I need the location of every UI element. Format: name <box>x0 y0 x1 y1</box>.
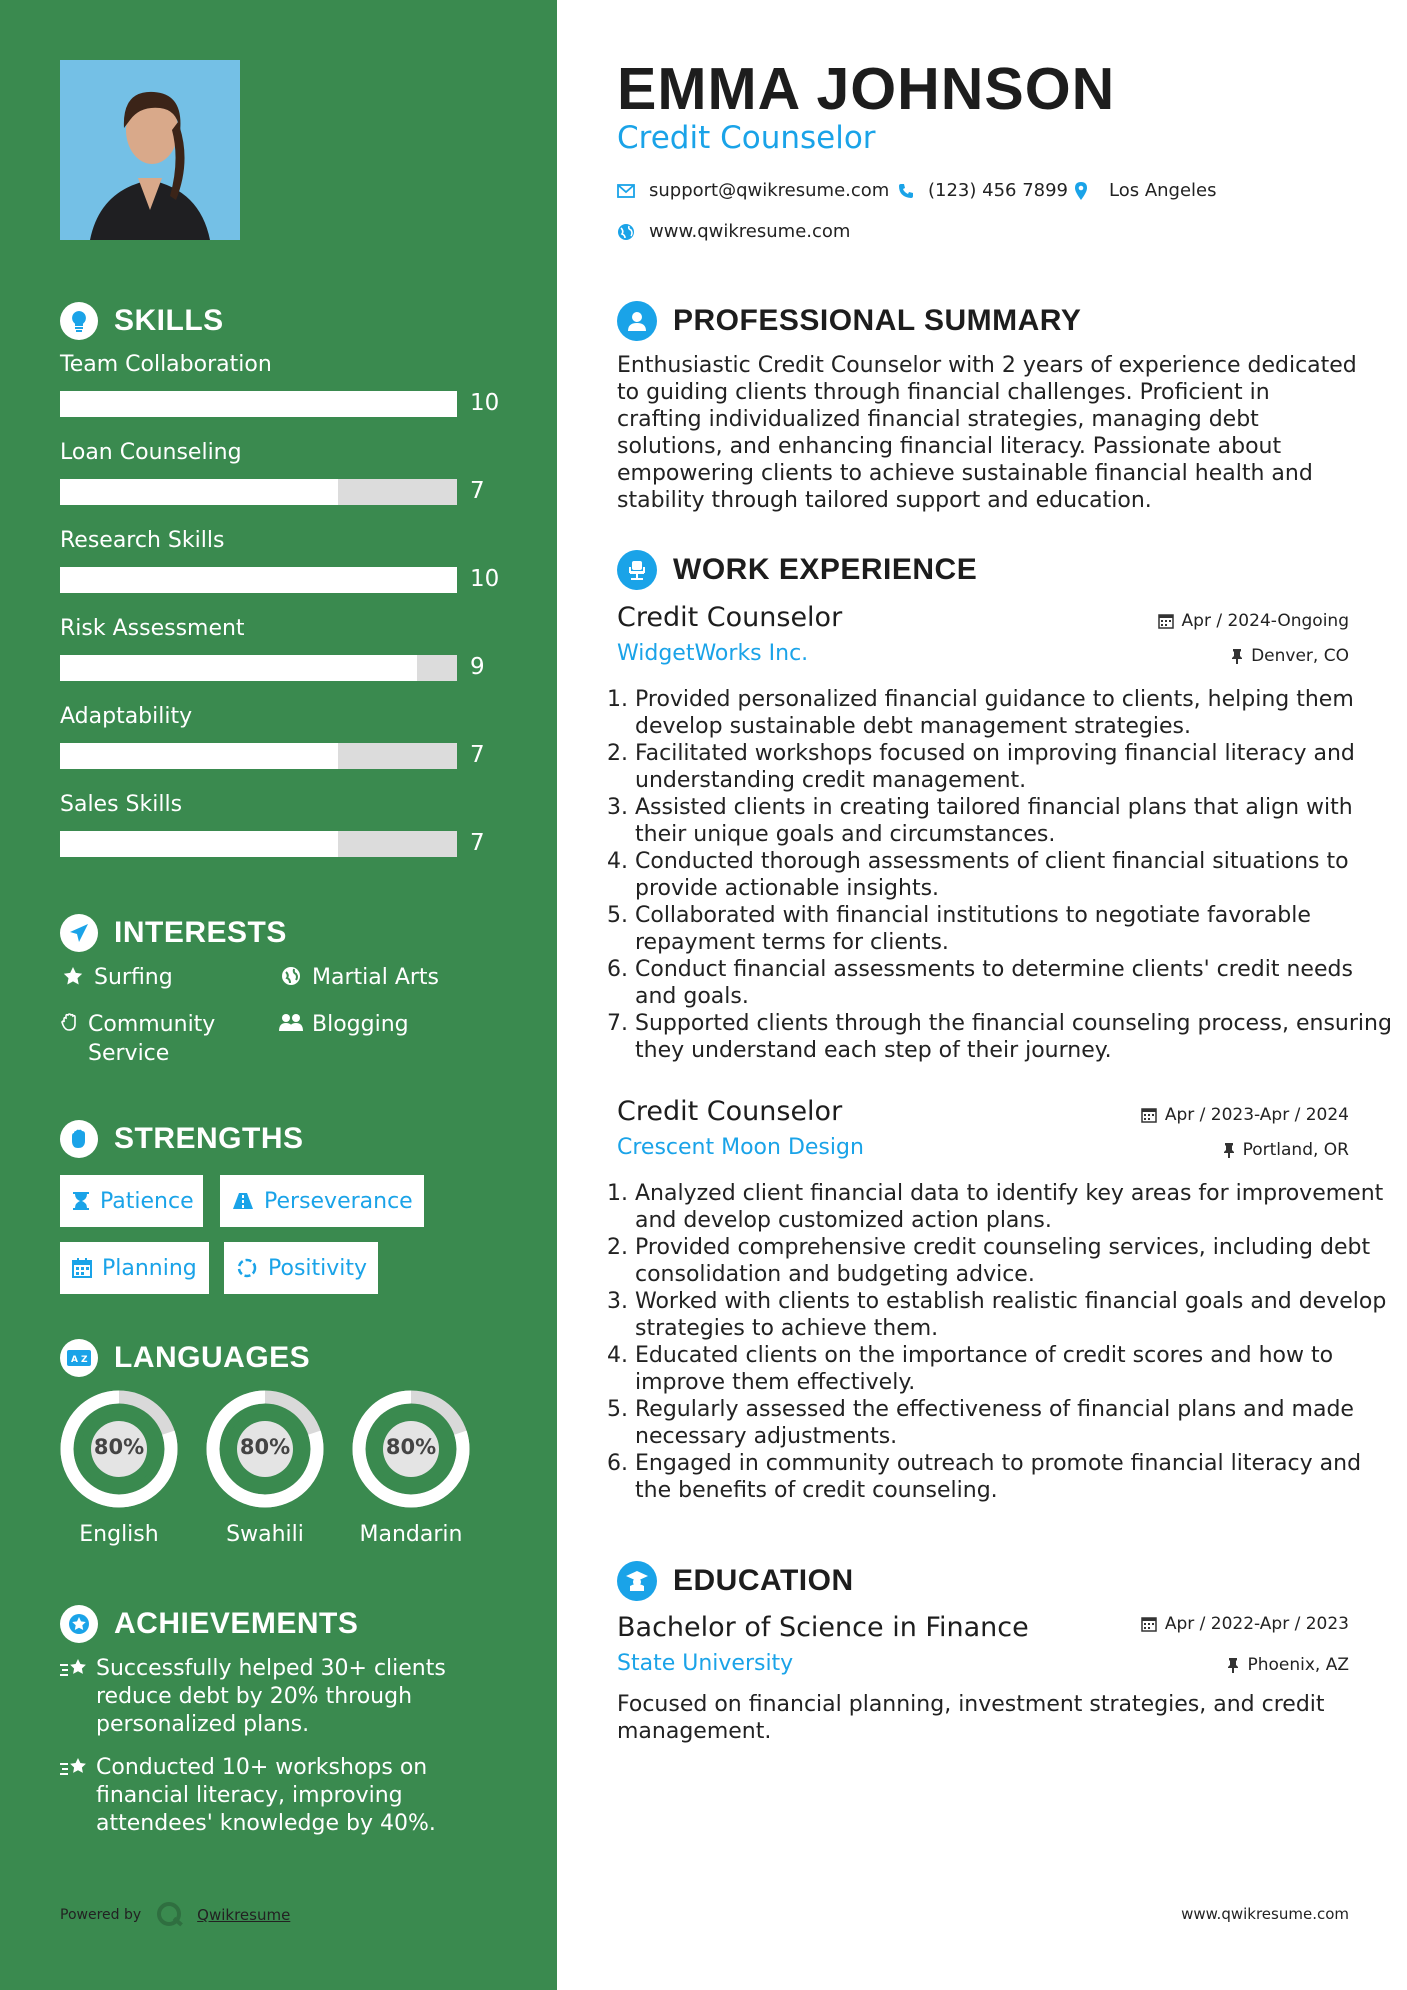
strength-patience <box>60 1175 203 1227</box>
interest-item-community-service <box>60 1010 240 1068</box>
language-gauge <box>350 1388 472 1514</box>
phone-text: (123) 456 7899 <box>928 180 1069 201</box>
achievement-item <box>60 1655 460 1739</box>
job-dates-text: Apr / 2024-Ongoing <box>1181 611 1349 631</box>
language-name: English <box>79 1522 159 1547</box>
strength-perseverance <box>220 1175 424 1227</box>
interest-item-surfing <box>60 963 173 992</box>
svg-text:A: A <box>71 1355 78 1365</box>
strength-planning <box>60 1242 209 1294</box>
job-location <box>1223 1140 1349 1160</box>
duty-item: 1. Analyzed client financial data to identify key areas for improvement and develop customized action plans. <box>635 1180 1395 1234</box>
language-name: Mandarin <box>359 1522 463 1547</box>
email-text: support@qwikresume.com <box>649 180 890 201</box>
contact-website[interactable] <box>617 221 850 242</box>
calendar-icon <box>72 1258 92 1278</box>
powered-by-label: Powered by <box>60 1907 142 1923</box>
shooting-star-icon <box>60 1655 96 1739</box>
location-text: Los Angeles <box>1109 180 1217 201</box>
calendar-icon <box>1141 1107 1157 1123</box>
duty-item: 7. Supported clients through the financial counseling process, ensuring they understand each step of their journey. <box>635 1010 1395 1064</box>
strength-label: Perseverance <box>264 1188 413 1214</box>
sidebar <box>0 0 557 1990</box>
duty-item: 5. Collaborated with financial institutions to negotiate favorable repayment terms for clients. <box>635 902 1395 956</box>
pin-icon <box>1231 648 1243 664</box>
shooting-star-icon <box>60 1754 96 1838</box>
summary-heading <box>617 300 1081 342</box>
star-icon <box>60 963 86 986</box>
qwikresume-link[interactable]: Qwikresume <box>197 1906 291 1924</box>
users-icon <box>278 1010 304 1033</box>
paper-plane-icon <box>60 914 98 952</box>
summary-title: PROFESSIONAL SUMMARY <box>673 304 1082 337</box>
skill-name: Loan Counseling <box>60 440 242 465</box>
strength-positivity <box>224 1242 378 1294</box>
education-dates <box>1141 1614 1349 1634</box>
footer-url[interactable]: www.qwikresume.com <box>1181 1905 1349 1923</box>
achievements-heading <box>60 1604 358 1644</box>
skill-bar <box>60 831 457 857</box>
skill-bar <box>60 567 457 593</box>
interest-label: Blogging <box>312 1012 409 1037</box>
contact-location <box>1075 180 1217 201</box>
pin-icon <box>1227 1657 1239 1673</box>
circle-notch-icon <box>236 1257 258 1279</box>
skill-bar <box>60 391 457 417</box>
skill-bar-fill <box>60 655 417 681</box>
skills-title: SKILLS <box>114 304 224 337</box>
job-duties <box>617 686 1395 1064</box>
contact-phone[interactable] <box>898 180 1068 201</box>
envelope-icon <box>617 184 635 198</box>
duty-item: 3. Assisted clients in creating tailored financial plans that align with their unique goals and circumstances. <box>635 794 1395 848</box>
website-text: www.qwikresume.com <box>649 221 851 242</box>
skill-name: Sales Skills <box>60 792 183 817</box>
job-dates <box>1141 1105 1349 1125</box>
duty-item: 2. Provided comprehensive credit counseling services, including debt consolidation and budgeting advice. <box>635 1234 1395 1288</box>
skills-heading <box>60 301 224 341</box>
skill-level: 7 <box>470 830 485 856</box>
job-title: Credit Counselor <box>617 602 843 633</box>
hourglass-icon <box>72 1191 90 1211</box>
skill-bar-fill <box>60 831 338 857</box>
qwikresume-logo-icon <box>155 1900 185 1930</box>
user-icon <box>617 301 657 341</box>
interest-item-martial-arts <box>278 963 439 992</box>
duty-item: 3. Worked with clients to establish realistic financial goals and develop strategies to achieve them. <box>635 1288 1395 1342</box>
skill-name: Adaptability <box>60 704 193 729</box>
duty-item: 6. Conduct financial assessments to determine clients' credit needs and goals. <box>635 956 1395 1010</box>
skill-bar-fill <box>60 567 457 593</box>
interest-item-blogging <box>278 1010 409 1039</box>
skill-bar <box>60 655 457 681</box>
road-icon <box>232 1192 254 1210</box>
powered-by <box>60 1900 290 1930</box>
skill-bar <box>60 743 457 769</box>
strength-label: Planning <box>102 1255 197 1281</box>
language-percent: 80% <box>239 1435 291 1459</box>
hand-icon <box>60 1010 80 1033</box>
job-location-text: Denver, CO <box>1251 646 1349 666</box>
interest-label: Community Service <box>88 1012 216 1066</box>
contact-email[interactable] <box>617 180 889 201</box>
duty-item: 4. Educated clients on the importance of credit scores and how to improve them effectively. <box>635 1342 1395 1396</box>
languages-heading <box>60 1338 310 1378</box>
language-gauge <box>204 1388 326 1514</box>
pin-icon <box>1223 1142 1235 1158</box>
education-title: EDUCATION <box>673 1564 854 1597</box>
skill-level: 10 <box>470 390 500 416</box>
language-name: Swahili <box>226 1522 304 1547</box>
job-dates <box>1158 611 1349 631</box>
experience-heading <box>617 549 977 591</box>
education-heading <box>617 1560 854 1602</box>
interest-label: Surfing <box>94 965 173 990</box>
school-name: State University <box>617 1651 794 1676</box>
duty-item: 6. Engaged in community outreach to promote financial literacy and the benefits of credit counseling. <box>635 1450 1395 1504</box>
languages-title: LANGUAGES <box>114 1341 311 1374</box>
fist-icon <box>60 1120 98 1158</box>
achievement-item <box>60 1754 460 1838</box>
job-duties <box>617 1180 1395 1504</box>
main-content <box>557 0 1407 1990</box>
skill-bar <box>60 479 457 505</box>
skill-bar-fill <box>60 391 457 417</box>
graduation-icon <box>617 1561 657 1601</box>
interests-heading <box>60 913 287 953</box>
globe-icon <box>617 223 635 241</box>
summary-text: Enthusiastic Credit Counselor with 2 years of experience dedicated to guiding clients through financial challenges. Proficient in crafting individualized financial strategies, managing debt solutions, and enhancing financial literacy. Passionate about empowering clients to achieve sustainable financial health and stability through tailored support and education. <box>617 353 1357 513</box>
map-marker-icon <box>1075 182 1087 200</box>
skill-name: Risk Assessment <box>60 616 245 641</box>
skill-level: 7 <box>470 742 485 768</box>
interests-title: INTERESTS <box>114 916 287 949</box>
svg-text:Z: Z <box>81 1355 88 1365</box>
job-title: Credit Counselor <box>617 1096 843 1127</box>
skill-bar-fill <box>60 479 338 505</box>
language-percent: 80% <box>93 1435 145 1459</box>
education-location <box>1227 1655 1349 1675</box>
strength-label: Positivity <box>268 1255 368 1281</box>
achievement-text: Successfully helped 30+ clients reduce debt by 20% through personalized plans. <box>96 1656 446 1737</box>
job-location-text: Portland, OR <box>1242 1140 1349 1160</box>
achievement-text: Conducted 10+ workshops on financial literacy, improving attendees' knowledge by 40%. <box>96 1755 436 1836</box>
skill-level: 9 <box>470 654 485 680</box>
lightbulb-icon <box>60 302 98 340</box>
duty-item: 2. Facilitated workshops focused on improving financial literacy and understanding credit management. <box>635 740 1395 794</box>
skill-level: 10 <box>470 566 500 592</box>
education-description: Focused on financial planning, investment strategies, and credit management. <box>617 1692 1325 1744</box>
skill-name: Research Skills <box>60 528 225 553</box>
star-badge-icon <box>60 1605 98 1643</box>
skill-bar-fill <box>60 743 338 769</box>
education-location-text: Phoenix, AZ <box>1247 1655 1349 1675</box>
achievements-title: ACHIEVEMENTS <box>114 1607 359 1640</box>
calendar-icon <box>1158 613 1174 629</box>
profile-photo <box>60 60 240 240</box>
office-chair-icon <box>617 550 657 590</box>
language-gauge <box>58 1388 180 1514</box>
strengths-heading <box>60 1119 304 1159</box>
strengths-title: STRENGTHS <box>114 1122 304 1155</box>
job-location <box>1231 646 1349 666</box>
calendar-icon <box>1141 1616 1157 1632</box>
company-name: Crescent Moon Design <box>617 1135 864 1160</box>
strength-label: Patience <box>100 1188 194 1214</box>
experience-title: WORK EXPERIENCE <box>673 553 978 586</box>
company-name: WidgetWorks Inc. <box>617 641 809 666</box>
interest-label: Martial Arts <box>312 965 440 990</box>
skill-level: 7 <box>470 478 485 504</box>
language-icon <box>60 1339 98 1377</box>
language-percent: 80% <box>385 1435 437 1459</box>
skill-name: Team Collaboration <box>60 352 272 377</box>
duty-item: 4. Conducted thorough assessments of client financial situations to provide actionable insights. <box>635 848 1395 902</box>
candidate-title: Credit Counselor <box>617 120 876 156</box>
degree-title: Bachelor of Science in Finance <box>617 1612 1029 1643</box>
phone-icon <box>898 183 914 199</box>
duty-item: 1. Provided personalized financial guidance to clients, helping them develop sustainable debt management strategies. <box>635 686 1395 740</box>
job-dates-text: Apr / 2023-Apr / 2024 <box>1164 1105 1349 1125</box>
education-dates-text: Apr / 2022-Apr / 2023 <box>1164 1614 1349 1634</box>
globe-icon <box>278 963 304 986</box>
duty-item: 5. Regularly assessed the effectiveness of financial plans and made necessary adjustments. <box>635 1396 1395 1450</box>
candidate-name: EMMA JOHNSON <box>617 56 1116 122</box>
